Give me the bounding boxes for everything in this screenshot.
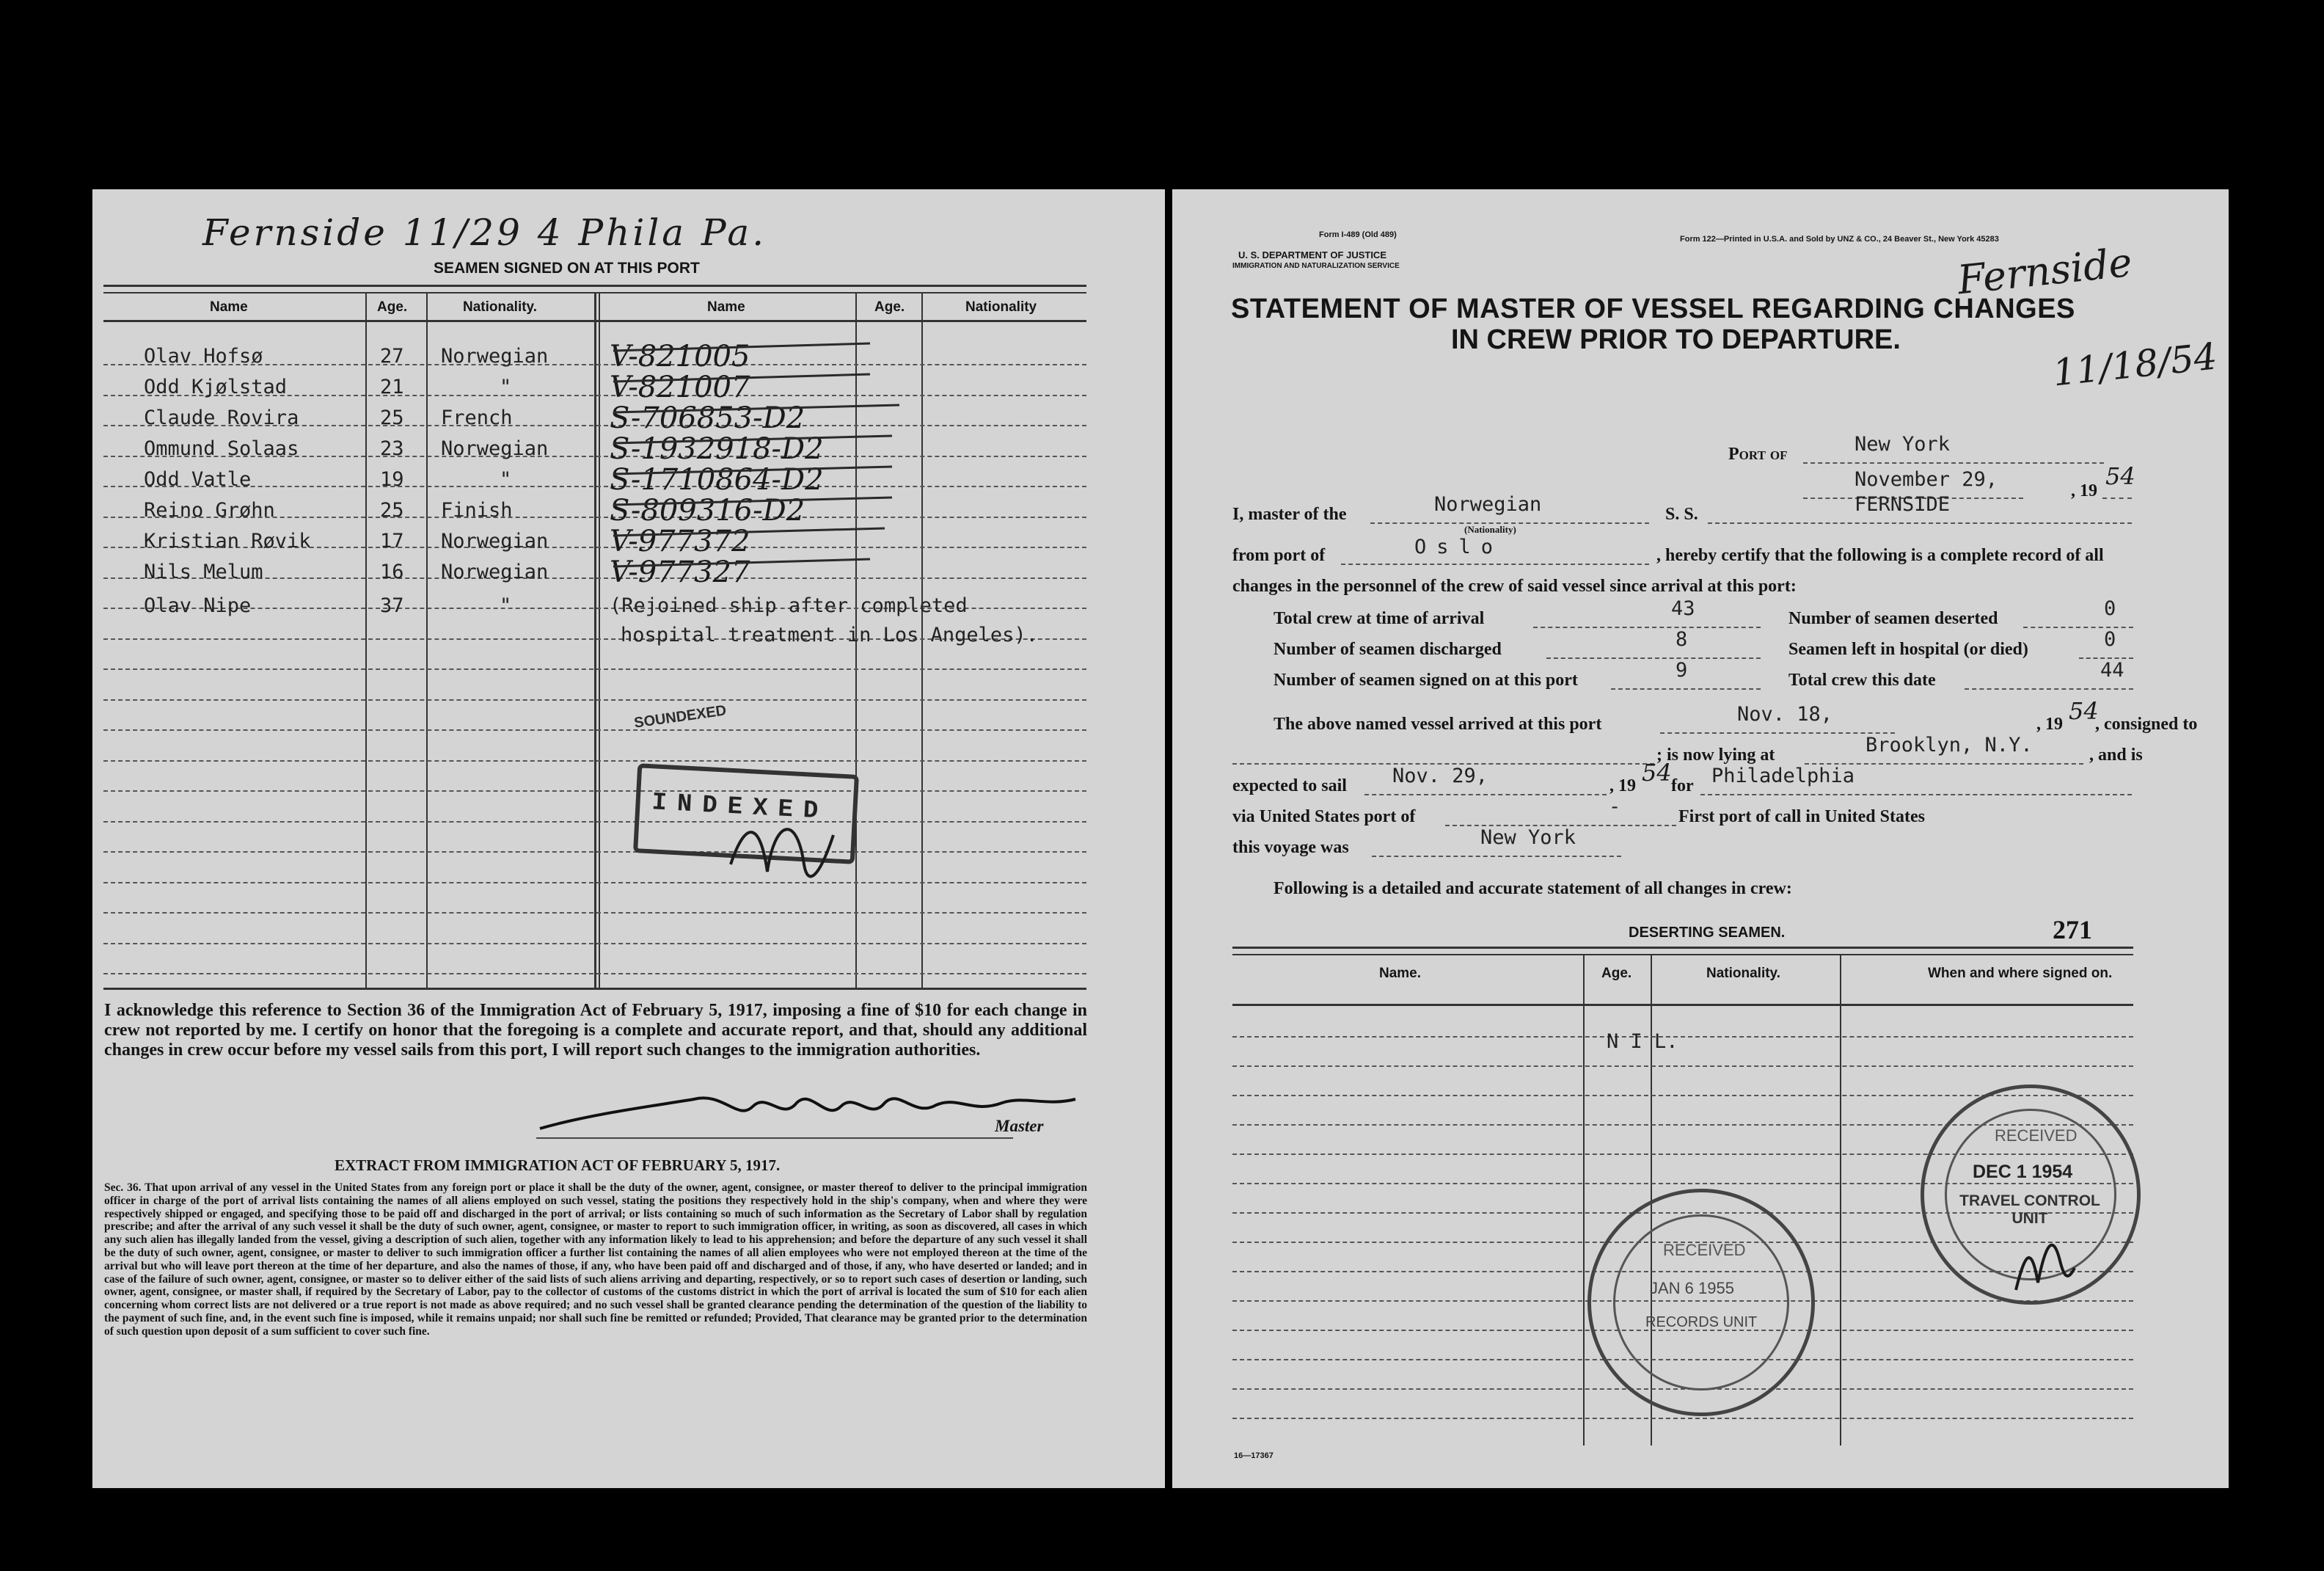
nationality-value: Norwegian [1434,493,1542,516]
col-header-when-where: When and where signed on. [1928,966,2113,981]
row-rule [103,851,1086,853]
changes-text: changes in the personnel of the crew of said vessel since arrival at this port: [1232,577,1797,596]
consigned-label: , consigned to [2095,715,2198,734]
master-label: Master [995,1117,1044,1135]
department: U. S. DEPARTMENT OF JUSTICE [1238,249,1386,260]
crew-document-number: V-821005 [610,340,750,373]
crew-nationality: Norwegian [441,437,549,460]
stamp2-date: JAN 6 1955 [1650,1279,1734,1297]
crew-age: 19 [380,468,404,491]
row-rule [103,821,1086,823]
first-port-label: First port of call in United States [1678,807,1925,826]
handwritten-vessel-name: Fernside [1955,238,2135,304]
row-rule [103,912,1086,914]
seamen-signed-label: Number of seamen signed on at this port [1274,671,1578,690]
crew-note: (Rejoined ship after completed [610,594,968,617]
nil-entry: N I L. [1607,1030,1678,1053]
crew-age: 25 [380,499,404,522]
expected-year-prefix: , 19 [1609,776,1636,795]
col-header-nationality: Nationality. [1706,966,1780,981]
col-header-nationality-2: Nationality [965,299,1037,315]
col-header-name: Name. [1379,966,1422,981]
lying-value: Brooklyn, N.Y. [1866,734,2033,757]
ss-label: S. S. [1665,505,1698,524]
crew-name: Kristian Røvik [144,530,311,553]
seamen-deserted-value: 0 [2104,597,2116,620]
crew-document-number: S-706853-D2 [610,401,805,435]
col-header-nationality: Nationality. [463,299,537,315]
row-rule [103,729,1086,731]
form-title-line1: STATEMENT OF MASTER OF VESSEL REGARDING CHANGES [1231,294,2075,324]
arrived-year-prefix: , 19 [2036,715,2063,734]
seamen-signed-value: 9 [1676,659,1688,682]
total-crew-date-label: Total crew this date [1788,671,1936,690]
col-header-name-2: Name [707,299,745,315]
crew-age: 37 [380,594,404,617]
extract-text: Sec. 36. That upon arrival of any vessel in the United States from any foreign port or place it shall be the duty of the owner, agent, consignee, or master thereof to deliver to the principal immigration officer in charge of the port of arrival lists containing the names of all aliens employed on such vessel, stating the positions they respectively hold in the ship's company, when and where they were respectively shipped or engaged, and specifying those to be paid off and discharged in the port of arrival; or lists containing so much of such information as the Secretary of Labor shall by regulation prescribe; and after the arrival of any such vessel it shall be the duty of such owner, agent, consignee, or master to report to such immigration officer, in writing, as soon as discovered, all cases in which any such alien has illegally landed from the vessel, giving a description of such alien, together with any information likely to lead to his apprehension; and before the departure of any such vessel it shall be the duty of such owner, agent, consignee, or master to deliver to such immigration officer a further list containing the names of all alien employees who were not employed thereon at the time of the arrival but who will leave port thereon at the time of her departure, and also the names of those, if any, who have been paid off and discharged and of those, if any, who have deserted or landed; and in case of the failure of such owner, agent, consignee, or master so to deliver either of the said lists of such aliens arriving and departing, respectively, or so to report such cases of desertion or landing, such owner, agent, consignee, or master shall, if required by the Secretary of Labor, pay to the collector of customs of the customs district in which the port of arrival is located the sum of $10 for each alien concerning whom correct lists are not delivered or a true report is not made as above required; and no such vessel shall be granted clearance pending the determination of the question of the liability to the payment of such fine, and, in the event such fine is imposed, while it remains unpaid; nor shall such fine be remitted or refunded; Provided, That clearance may be granted prior to the determination of such question upon deposit of a sum sufficient to cover such fine. [104,1181,1087,1338]
stamp1-top-text: RECEIVED [1995,1126,2078,1145]
crew-document-number: V-977372 [610,525,750,558]
row-rule [103,790,1086,792]
extract-title: EXTRACT FROM IMMIGRATION ACT OF FEBRUARY 5, 1917. [335,1156,781,1174]
row-rule [103,882,1086,883]
handwritten-strokes [606,336,958,586]
right-page [1172,189,2229,1488]
row-rule [103,943,1086,944]
seamen-hospital-value: 0 [2104,628,2116,651]
expected-value: Nov. 29, [1392,765,1488,787]
col-header-age-2: Age. [874,299,905,315]
row-rule [103,668,1086,670]
master-of-label: I, master of the [1232,505,1347,524]
crew-name: Odd Vatle [144,468,252,491]
crew-nationality: " [500,376,512,398]
crew-name: Reino Grøhn [144,499,275,522]
via-value: - [1609,795,1621,818]
acknowledgment-text: I acknowledge this reference to Section 36 of the Immigration Act of February 5, 1917, imposing a fine of $10 for each change in crew not reported by me. I certify on honor that the foregoing is a complete and accurate report, and that, should any additional changes in crew occur before my vessel sails from this port, I will report such changes to the immigration authorities. [104,1001,1087,1060]
seamen-discharged-value: 8 [1676,628,1688,651]
row-rule [1232,1065,2133,1067]
row-rule [1232,1036,2133,1038]
crew-nationality: Finish [441,499,513,522]
header-handwriting: Fernside 11/29 4 Phila Pa. [202,211,767,254]
expected-year-suffix: 54 [1642,759,1672,787]
crew-nationality: Norwegian [441,530,549,553]
stamp1-date: DEC 1 1954 [1973,1162,2073,1182]
handwritten-date: 11/18/54 [2050,335,2219,395]
row-rule [1232,1418,2133,1419]
crew-nationality: " [500,468,512,491]
crew-document-number: S-1932918-D2 [610,432,824,466]
col-header-name: Name [210,299,248,315]
via-label: via United States port of [1232,807,1416,826]
from-port-label: from port of [1232,546,1326,565]
seamen-discharged-label: Number of seamen discharged [1274,640,1502,659]
voyage-label: this voyage was [1232,838,1349,857]
crew-age: 27 [380,345,404,368]
form-title-line2: IN CREW PRIOR TO DEPARTURE. [1451,324,1901,355]
crew-age: 16 [380,561,404,583]
voyage-value: New York [1480,826,1576,849]
stamp2-top-text: RECEIVED [1663,1241,1746,1259]
ss-value: FERNSIDE [1855,493,1951,516]
stamp-initials [1994,1217,2082,1305]
seamen-hospital-label: Seamen left in hospital (or died) [1788,640,2028,659]
stamp1-bottom-text: TRAVEL CONTROL UNIT [1959,1192,2100,1227]
crew-document-number: V-977327 [610,555,750,589]
for-label: for [1671,776,1694,795]
col-header-age: Age. [377,299,408,315]
row-rule [103,699,1086,701]
crew-nationality: " [500,594,512,617]
arrived-year-suffix: 54 [2069,697,2099,725]
footer-code: 16—17367 [1234,1451,1274,1460]
seamen-deserted-label: Number of seamen deserted [1788,609,1998,628]
crew-nationality: French [441,407,513,429]
total-crew-date-value: 44 [2100,659,2124,682]
form-number: Form I-489 (Old 489) [1319,230,1397,239]
crew-age: 21 [380,376,404,398]
certify-text: , hereby certify that the following is a complete record of all [1656,546,2104,565]
crew-nationality: Norwegian [441,345,549,368]
crew-document-number: V-821007 [610,371,750,404]
received-stamp-records-unit [1587,1189,1815,1416]
page-number: 271 [2053,915,2092,944]
for-value: Philadelphia [1711,765,1855,787]
crew-name: Olav Hofsø [144,345,263,368]
crew-document-number: S-809316-D2 [610,494,805,528]
row-rule [103,973,1086,974]
nationality-caption: (Nationality) [1464,524,1516,535]
and-is-label: , and is [2089,746,2143,765]
crew-name: Odd Kjølstad [144,376,288,398]
date-year-suffix: 54 [2105,462,2135,490]
total-crew-arrival-label: Total crew at time of arrival [1274,609,1485,628]
arrived-label: The above named vessel arrived at this port [1274,715,1602,734]
crew-name: Ommund Solaas [144,437,299,460]
expected-label: expected to sail [1232,776,1347,795]
date-value: November 29, [1855,468,1998,491]
service: IMMIGRATION AND NATURALIZATION SERVICE [1232,262,1400,270]
arrived-value: Nov. 18, [1737,703,1833,726]
row-rule [103,760,1086,762]
col-header-age: Age. [1601,966,1632,981]
soundexed-stamp: SOUNDEXED [633,702,728,732]
following-text: Following is a detailed and accurate statement of all changes in crew: [1274,879,1792,898]
crew-name: Claude Rovira [144,407,299,429]
stamp2-bottom-text: RECORDS UNIT [1645,1314,1758,1330]
total-crew-arrival-value: 43 [1671,597,1695,620]
crew-name: Nils Melum [144,561,263,583]
indexed-initials [716,791,863,894]
lying-label: ; is now lying at [1656,746,1775,765]
port-of-label: Port of [1728,445,1788,464]
crew-age: 25 [380,407,404,429]
crew-age: 17 [380,530,404,553]
printer-line: Form 122—Printed in U.S.A. and Sold by UNZ & CO., 24 Beaver St., New York 45283 [1680,235,1999,244]
crew-note-continuation: hospital treatment in Los Angeles). [621,624,1038,646]
indexed-stamp-text: INDEXED [651,789,830,826]
date-year-prefix: , 19 [2071,481,2097,500]
deserting-title: DESERTING SEAMEN. [1629,925,1786,941]
crew-nationality: Norwegian [441,561,549,583]
section-title: SEAMEN SIGNED ON AT THIS PORT [434,260,700,277]
left-page [92,189,1165,1488]
crew-age: 23 [380,437,404,460]
crew-document-number: S-1710864-D2 [610,463,824,497]
crew-name: Olav Nipe [144,594,252,617]
from-port-value: Oslo [1414,536,1504,558]
port-of-value: New York [1855,433,1951,456]
